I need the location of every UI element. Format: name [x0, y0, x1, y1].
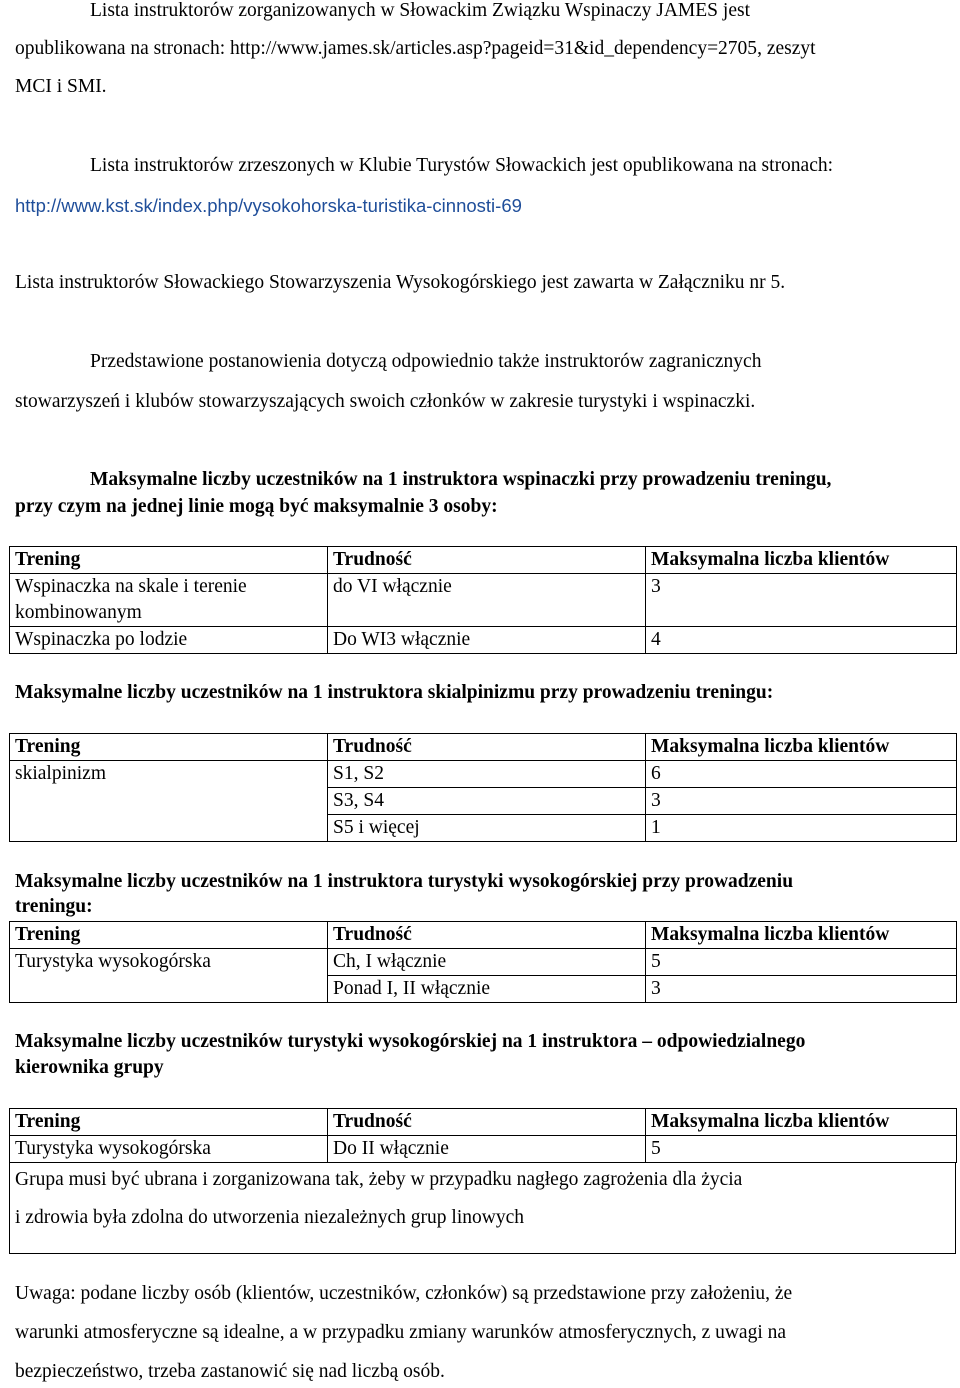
foreign-line-2: stowarzyszeń i klubów stowarzyszających swoich członków w zakresie turystyki i wspinaczki.: [15, 391, 756, 412]
hightour-table: [9, 921, 957, 1003]
trening-cell: skialpinizm: [10, 761, 328, 842]
climbing-table: [9, 546, 957, 654]
max-cell: 5: [646, 1136, 957, 1163]
header-max: Maksymalna liczba klientów: [646, 734, 957, 761]
table-row: [10, 1136, 957, 1163]
kst-url-link[interactable]: http://www.kst.sk/index.php/vysokohorska-turistika-cinnosti-69: [15, 195, 522, 216]
header-trening: Trening: [10, 922, 328, 949]
remark-line-1: Uwaga: podane liczby osób (klientów, uczestników, członków) są przedstawione przy założeniu, że: [15, 1283, 793, 1304]
trudnosc-cell: S1, S2: [328, 761, 646, 788]
trudnosc-cell: S5 i więcej: [328, 815, 646, 842]
header-max: Maksymalna liczba klientów: [646, 1109, 957, 1136]
james-line-2-suffix: , zeszyt: [757, 38, 816, 59]
climbing-heading-line-1: Maksymalne liczby uczestników na 1 instruktora wspinaczki przy prowadzeniu treningu,: [90, 469, 832, 490]
james-line-2: [15, 38, 816, 60]
trening-cell: Turystyka wysokogórska: [10, 1136, 328, 1163]
table-header-row: [10, 1109, 957, 1136]
climbing-heading-line-2: przy czym na jednej linie mogą być maksymalnie 3 osoby:: [15, 496, 498, 517]
trening-cell: Turystyka wysokogórska: [10, 949, 328, 1003]
james-url: http://www.james.sk/articles.asp?pageid=31&id_dependency=2705: [230, 38, 758, 59]
ssw-line: Lista instruktorów Słowackiego Stowarzyszenia Wysokogórskiego jest zawarta w Załączniku nr 5.: [15, 272, 786, 293]
foreign-line-1: Przedstawione postanowienia dotyczą odpowiednio także instruktorów zagranicznych: [90, 351, 762, 372]
leader-table: [9, 1108, 957, 1163]
trening-line-1: Wspinaczka na skale i terenie: [15, 576, 247, 597]
trudnosc-cell: Do II włącznie: [328, 1136, 646, 1163]
kst-line-1: Lista instruktorów zrzeszonych w Klubie Turystów Słowackich jest opublikowana na stronach:: [90, 155, 834, 176]
hightour-heading-line-2: treningu:: [15, 896, 93, 917]
max-cell: 6: [646, 761, 957, 788]
max-cell: 3: [646, 574, 957, 627]
skialp-table: [9, 733, 957, 842]
header-trudnosc: Trudność: [328, 734, 646, 761]
leader-heading-line-2: kierownika grupy: [15, 1057, 164, 1078]
james-line-2-prefix: opublikowana na stronach:: [15, 38, 230, 59]
header-trudnosc: Trudność: [328, 922, 646, 949]
trudnosc-cell: S3, S4: [328, 788, 646, 815]
header-trening: Trening: [10, 734, 328, 761]
skialp-heading: Maksymalne liczby uczestników na 1 instruktora skialpinizmu przy prowadzeniu treningu:: [15, 682, 774, 703]
header-trening: Trening: [10, 547, 328, 574]
table-header-row: [10, 922, 957, 949]
trudnosc-cell: Ponad I, II włącznie: [328, 976, 646, 1003]
header-trudnosc: Trudność: [328, 547, 646, 574]
leader-note-line-1: Grupa musi być ubrana i zorganizowana tak, żeby w przypadku nagłego zagrożenia dla życia: [15, 1169, 743, 1190]
table-row: [10, 949, 957, 976]
trudnosc-cell: Do WI3 włącznie: [328, 627, 646, 654]
max-cell: 4: [646, 627, 957, 654]
trening-cell: [10, 574, 328, 627]
leader-heading-line-1: Maksymalne liczby uczestników turystyki wysokogórskiej na 1 instruktora – odpowiedzialnego: [15, 1031, 806, 1052]
max-cell: 5: [646, 949, 957, 976]
trening-line-2: kombinowanym: [15, 602, 142, 623]
table-row: [10, 574, 957, 627]
table-header-row: [10, 734, 957, 761]
trudnosc-cell: do VI włącznie: [328, 574, 646, 627]
max-cell: 3: [646, 788, 957, 815]
max-cell: 3: [646, 976, 957, 1003]
leader-note-box: [9, 1162, 956, 1254]
remark-line-2: warunki atmosferyczne są idealne, a w przypadku zmiany warunków atmosferycznych, z uwagi na: [15, 1322, 787, 1343]
max-cell: 1: [646, 815, 957, 842]
remark-line-3: bezpieczeństwo, trzeba zastanowić się nad liczbą osób.: [15, 1361, 445, 1382]
header-trening: Trening: [10, 1109, 328, 1136]
header-trudnosc: Trudność: [328, 1109, 646, 1136]
trening-cell: Wspinaczka po lodzie: [10, 627, 328, 654]
table-header-row: [10, 547, 957, 574]
table-row: [10, 627, 957, 654]
james-line-1: Lista instruktorów zorganizowanych w Słowackim Związku Wspinaczy JAMES jest: [90, 0, 750, 21]
table-row: [10, 761, 957, 788]
header-max: Maksymalna liczba klientów: [646, 922, 957, 949]
james-line-3: MCI i SMI.: [15, 76, 107, 97]
hightour-heading-line-1: Maksymalne liczby uczestników na 1 instruktora turystyki wysokogórskiej przy prowadzeniu: [15, 871, 794, 892]
leader-note-line-2: i zdrowia była zdolna do utworzenia niezależnych grup linowych: [15, 1207, 524, 1228]
trudnosc-cell: Ch, I włącznie: [328, 949, 646, 976]
header-max: Maksymalna liczba klientów: [646, 547, 957, 574]
